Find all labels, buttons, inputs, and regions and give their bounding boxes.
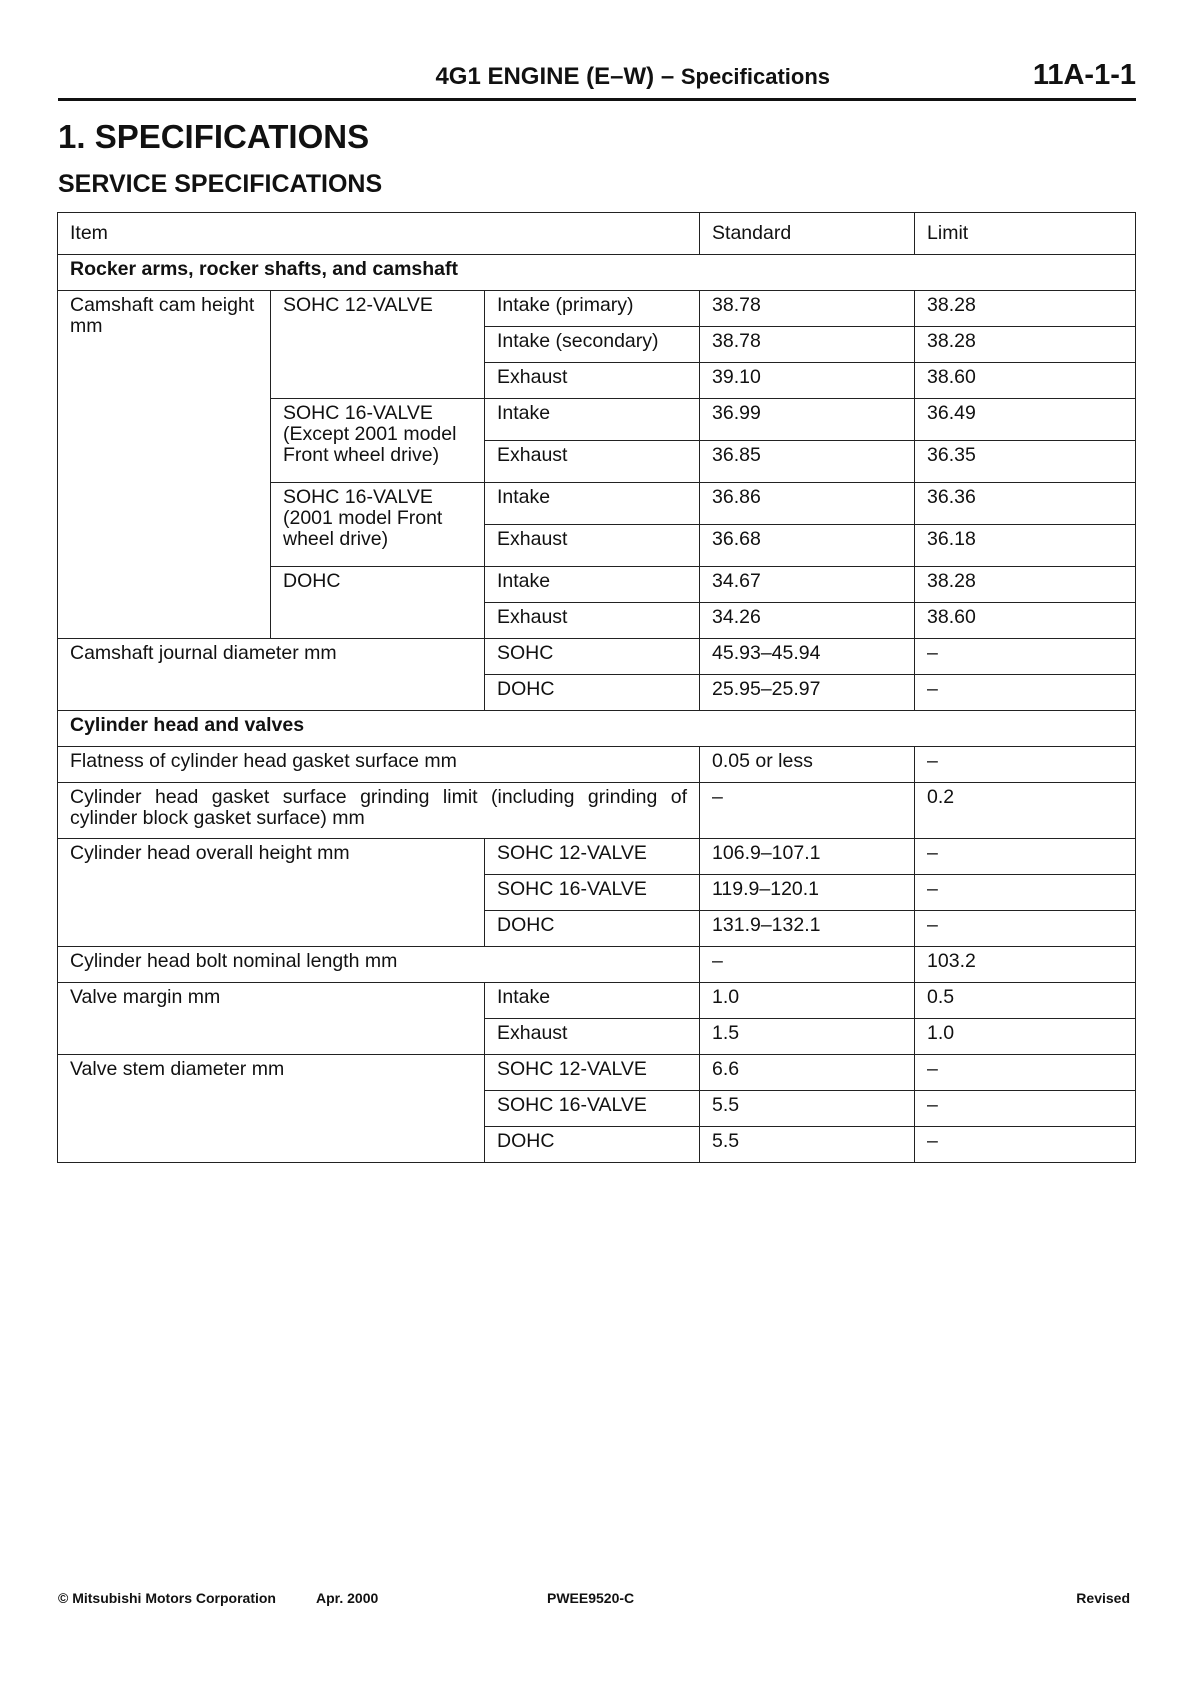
sub-label: Exhaust xyxy=(485,525,700,567)
sub-label: Intake xyxy=(485,483,700,525)
standard-value: 36.99 xyxy=(700,399,915,441)
standard-value: 0.05 or less xyxy=(700,747,915,783)
standard-value: 38.78 xyxy=(700,291,915,327)
limit-value: – xyxy=(915,875,1136,911)
limit-value: 38.60 xyxy=(915,603,1136,639)
row-label: Cylinder head gasket surface grinding limit (including grinding of cylinder block gasket surface) mm xyxy=(58,783,700,839)
table-row xyxy=(58,639,1136,675)
variant-label: DOHC xyxy=(271,567,485,639)
row-label: Camshaft cam height mm xyxy=(58,291,271,639)
sub-label: DOHC xyxy=(485,675,700,711)
standard-value: 45.93–45.94 xyxy=(700,639,915,675)
footer-date: Apr. 2000 xyxy=(316,1590,379,1606)
variant-label: SOHC 16-VALVE (2001 model Front wheel drive) xyxy=(271,483,485,567)
sub-label: SOHC 12-VALVE xyxy=(485,839,700,875)
header-title-sub: Specifications xyxy=(680,64,830,89)
sub-label: Intake xyxy=(485,567,700,603)
sub-label: Exhaust xyxy=(485,603,700,639)
table-row xyxy=(58,839,1136,875)
footer-copyright: © Mitsubishi Motors Corporation xyxy=(58,1590,276,1606)
row-label: Valve margin mm xyxy=(58,983,485,1055)
standard-value: – xyxy=(700,947,915,983)
sub-label: Exhaust xyxy=(485,1019,700,1055)
variant-label: SOHC 12-VALVE xyxy=(271,291,485,399)
sub-label: DOHC xyxy=(485,911,700,947)
standard-value: 1.5 xyxy=(700,1019,915,1055)
limit-value: – xyxy=(915,911,1136,947)
limit-value: 103.2 xyxy=(915,947,1136,983)
table-row xyxy=(58,947,1136,983)
standard-value: – xyxy=(700,783,915,839)
standard-value: 36.68 xyxy=(700,525,915,567)
sub-label: Intake xyxy=(485,399,700,441)
table-row xyxy=(58,291,1136,327)
standard-value: 1.0 xyxy=(700,983,915,1019)
standard-value: 131.9–132.1 xyxy=(700,911,915,947)
standard-value: 6.6 xyxy=(700,1055,915,1091)
limit-value: 38.28 xyxy=(915,327,1136,363)
limit-value: – xyxy=(915,675,1136,711)
table-row xyxy=(58,1055,1136,1091)
standard-value: 106.9–107.1 xyxy=(700,839,915,875)
page-header xyxy=(58,58,1136,101)
row-label: Flatness of cylinder head gasket surface mm xyxy=(58,747,700,783)
standard-value: 5.5 xyxy=(700,1091,915,1127)
service-specifications-table xyxy=(57,212,1136,1163)
group-row xyxy=(58,711,1136,747)
standard-value: 119.9–120.1 xyxy=(700,875,915,911)
group-title: Rocker arms, rocker shafts, and camshaft xyxy=(58,255,1136,291)
sub-label: SOHC 12-VALVE xyxy=(485,1055,700,1091)
limit-value: 36.49 xyxy=(915,399,1136,441)
header-limit: Limit xyxy=(915,213,1136,255)
table-row xyxy=(58,783,1136,839)
sub-label: Intake xyxy=(485,983,700,1019)
row-label: Camshaft journal diameter mm xyxy=(58,639,485,711)
subsection-title: SERVICE SPECIFICATIONS xyxy=(58,170,383,198)
table-header-row xyxy=(58,213,1136,255)
footer-status: Revised xyxy=(1076,1590,1130,1606)
limit-value: 1.0 xyxy=(915,1019,1136,1055)
sub-label: SOHC 16-VALVE xyxy=(485,875,700,911)
sub-label: SOHC 16-VALVE xyxy=(485,1091,700,1127)
standard-value: 39.10 xyxy=(700,363,915,399)
limit-value: 38.60 xyxy=(915,363,1136,399)
section-title: 1. SPECIFICATIONS xyxy=(58,118,370,155)
limit-value: 36.36 xyxy=(915,483,1136,525)
limit-value: – xyxy=(915,747,1136,783)
sub-label: Intake (secondary) xyxy=(485,327,700,363)
header-item: Item xyxy=(58,213,700,255)
group-row xyxy=(58,255,1136,291)
limit-value: 38.28 xyxy=(915,567,1136,603)
limit-value: – xyxy=(915,1091,1136,1127)
limit-value: 36.35 xyxy=(915,441,1136,483)
standard-value: 5.5 xyxy=(700,1127,915,1163)
header-standard: Standard xyxy=(700,213,915,255)
limit-value: – xyxy=(915,1127,1136,1163)
row-label: Cylinder head bolt nominal length mm xyxy=(58,947,700,983)
limit-value: – xyxy=(915,839,1136,875)
standard-value: 36.86 xyxy=(700,483,915,525)
sub-label: Intake (primary) xyxy=(485,291,700,327)
standard-value: 38.78 xyxy=(700,327,915,363)
sub-label: Exhaust xyxy=(485,441,700,483)
sub-label: DOHC xyxy=(485,1127,700,1163)
standard-value: 34.67 xyxy=(700,567,915,603)
standard-value: 36.85 xyxy=(700,441,915,483)
limit-value: – xyxy=(915,1055,1136,1091)
page-number: 11A-1-1 xyxy=(1032,59,1136,91)
limit-value: 0.2 xyxy=(915,783,1136,839)
footer-doc-code: PWEE9520-C xyxy=(547,1590,635,1606)
table-row xyxy=(58,983,1136,1019)
header-title xyxy=(435,63,830,91)
row-label: Valve stem diameter mm xyxy=(58,1055,485,1163)
limit-value: – xyxy=(915,639,1136,675)
group-title: Cylinder head and valves xyxy=(58,711,1136,747)
table-row xyxy=(58,747,1136,783)
limit-value: 36.18 xyxy=(915,525,1136,567)
standard-value: 25.95–25.97 xyxy=(700,675,915,711)
standard-value: 34.26 xyxy=(700,603,915,639)
limit-value: 38.28 xyxy=(915,291,1136,327)
sub-label: SOHC xyxy=(485,639,700,675)
row-label: Cylinder head overall height mm xyxy=(58,839,485,947)
sub-label: Exhaust xyxy=(485,363,700,399)
header-title-main: 4G1 ENGINE (E–W) – xyxy=(435,63,675,90)
limit-value: 0.5 xyxy=(915,983,1136,1019)
variant-label: SOHC 16-VALVE (Except 2001 model Front wheel drive) xyxy=(271,399,485,483)
